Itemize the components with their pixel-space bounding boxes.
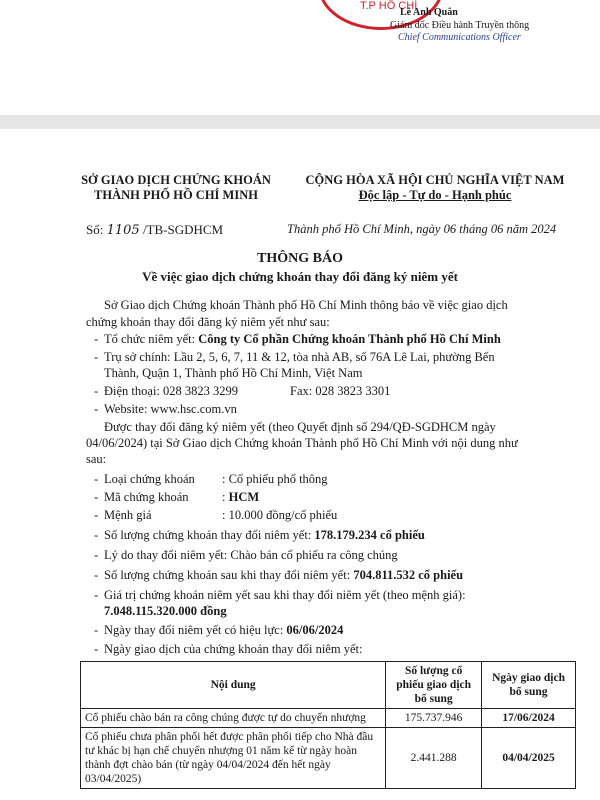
- row-content: Cổ phiếu chào bán ra công chúng được tự do chuyển nhượng: [81, 709, 386, 728]
- row-content: Cổ phiếu chưa phân phối hết được phân phối tiếp cho Nhà đầu tư khác bị hạn chế chuyển nhượng 01 năm kể từ ngày hoàn thành đợt chào bán (từ ngày 04/04/2024 đến hết ngày 03/04/2025): [81, 728, 386, 789]
- hq-line-2: Thành, Quận 1, Thành phố Hồ Chí Minh, Việt Nam: [104, 366, 363, 380]
- security-type-item: - Loại chứng khoán : Cổ phiếu phổ thông: [94, 472, 328, 486]
- signer-name: Lê Anh Quân: [400, 7, 458, 18]
- row-qty: 2.441.288: [386, 728, 482, 789]
- change-line-3: sau:: [86, 452, 107, 466]
- intro-line-1: Sở Giao dịch Chứng khoán Thành phố Hồ Chí Minh thông báo về việc giao dịch: [104, 298, 508, 312]
- signer-title-english: Chief Communications Officer: [398, 32, 521, 43]
- ticker-item: - Mã chứng khoán : HCM: [94, 490, 260, 504]
- changed-qty-value: 178.179.234 cổ phiếu: [314, 528, 425, 542]
- header-date: Ngày giao dịch bổ sung: [482, 662, 576, 709]
- country-name: CỘNG HÒA XÃ HỘI CHỦ NGHĨA VIỆT NAM: [305, 173, 565, 187]
- change-line-1: Được thay đổi đăng ký niêm yết (theo Quyết định số 294/QĐ-SGDHCM ngày: [104, 420, 496, 434]
- par-value-label: Mệnh giá: [104, 508, 152, 522]
- document-number-value: 1105: [106, 223, 140, 238]
- issuer-line-2: THÀNH PHỐ HỒ CHÍ MINH: [94, 188, 258, 202]
- changed-qty-label: Số lượng chứng khoán thay đổi niêm yết:: [104, 528, 312, 542]
- table-row: [81, 728, 576, 789]
- listed-value-item: - Giá trị chứng khoán niêm yết sau khi thay đổi niêm yết (theo mệnh giá):: [94, 588, 466, 602]
- website-text: Website: www.hsc.com.vn: [104, 402, 237, 416]
- trading-date-label: Ngày giao dịch của chứng khoán thay đổi niêm yết:: [104, 642, 363, 656]
- seal-text: T.P HỒ CHÍ: [360, 0, 418, 12]
- par-value-item: - Mệnh giá : 10.000 đồng/cổ phiếu: [94, 508, 338, 522]
- security-type-value: : Cổ phiếu phổ thông: [222, 472, 328, 486]
- after-qty-item: - Số lượng chứng khoán sau khi thay đổi niêm yết: 704.811.532 cổ phiếu: [94, 568, 464, 582]
- par-value-value: : 10.000 đồng/cổ phiếu: [222, 508, 338, 522]
- hq-item: - Trụ sở chính: Lầu 2, 5, 6, 7, 11 & 12, tòa nhà AB, số 76A Lê Lai, phường Bến: [94, 350, 495, 364]
- phone-text: Điện thoại: 028 3823 3299: [104, 384, 239, 398]
- listed-org-label: Tổ chức niêm yết:: [104, 332, 196, 346]
- issuer-header: [76, 173, 276, 203]
- national-motto: Độc lập - Tự do - Hạnh phúc: [358, 188, 512, 202]
- national-header: [285, 173, 585, 203]
- header-qty: Số lượng cổ phiếu giao dịch bổ sung: [386, 662, 482, 709]
- document-number: [86, 222, 223, 238]
- listed-org-item: - Tổ chức niêm yết: Công ty Cổ phần Chứng khoán Thành phố Hồ Chí Minh: [94, 332, 501, 346]
- document-number-label: Số:: [86, 222, 104, 237]
- effective-date-value: 06/06/2024: [286, 623, 344, 637]
- effective-date-item: - Ngày thay đổi niêm yết có hiệu lực: 06/06/2024: [94, 623, 344, 637]
- after-qty-label: Số lượng chứng khoán sau khi thay đổi niêm yết:: [104, 568, 351, 582]
- phone-item: - Điện thoại: 028 3823 3299: [94, 384, 239, 398]
- hq-line-1: Trụ sở chính: Lầu 2, 5, 6, 7, 11 & 12, tòa nhà AB, số 76A Lê Lai, phường Bến: [104, 350, 495, 364]
- ticker-value: HCM: [228, 490, 260, 504]
- row-date: 17/06/2024: [482, 709, 576, 728]
- listed-value-value: 7.048.115.320.000 đồng: [104, 604, 227, 618]
- listed-value-line-2: [104, 603, 227, 619]
- listed-value-label: Giá trị chứng khoán niêm yết sau khi thay đổi niêm yết (theo mệnh giá):: [104, 588, 466, 602]
- header-content: Nội dung: [81, 662, 386, 709]
- announcement-page: [0, 129, 600, 800]
- reason-item: - Lý do thay đổi niêm yết: Chào bán cổ phiếu ra công chúng: [94, 548, 398, 562]
- document-subtitle: Về việc giao dịch chứng khoán thay đổi đăng ký niêm yết: [142, 269, 458, 284]
- security-type-label: Loại chứng khoán: [104, 472, 195, 486]
- listed-org-value: Công ty Cổ phần Chứng khoán Thành phố Hồ Chí Minh: [198, 332, 501, 346]
- reason-text: Lý do thay đổi niêm yết: Chào bán cổ phiếu ra công chúng: [104, 548, 398, 562]
- effective-date-label: Ngày thay đổi niêm yết có hiệu lực:: [104, 623, 284, 637]
- intro-line-2: chứng khoán thay đổi đăng ký niêm yết như sau:: [86, 315, 330, 329]
- page-gap: [0, 115, 600, 129]
- row-date: 04/04/2025: [482, 728, 576, 789]
- additional-trading-table: [80, 661, 576, 789]
- table-row: [81, 709, 576, 728]
- change-line-2: 04/06/2024) tại Sở Giao dịch Chứng khoán Thành phố Hồ Chí Minh với nội dung như: [86, 436, 518, 450]
- website-item: - Website: www.hsc.com.vn: [94, 402, 237, 416]
- fax-text: Fax: 028 3823 3301: [290, 384, 391, 398]
- document-number-suffix: /TB-SGDHCM: [142, 222, 224, 237]
- ticker-label: Mã chứng khoán: [104, 490, 189, 504]
- changed-qty-item: - Số lượng chứng khoán thay đổi niêm yết: 178.179.234 cổ phiếu: [94, 528, 425, 542]
- trading-date-item: - Ngày giao dịch của chứng khoán thay đổi niêm yết:: [94, 642, 363, 656]
- document-title: THÔNG BÁO: [257, 251, 343, 266]
- signer-title: Giám đốc Điều hành Truyền thông: [390, 20, 530, 31]
- row-qty: 175.737.946: [386, 709, 482, 728]
- issuer-line-1: SỞ GIAO DỊCH CHỨNG KHOÁN: [81, 173, 271, 187]
- after-qty-value: 704.811.532 cổ phiếu: [353, 568, 464, 582]
- previous-page: [0, 0, 600, 115]
- place-date: Thành phố Hồ Chí Minh, ngày 06 tháng 06 năm 2024: [287, 222, 557, 236]
- table-header-row: [81, 662, 576, 709]
- ticker-colon: :: [222, 490, 226, 504]
